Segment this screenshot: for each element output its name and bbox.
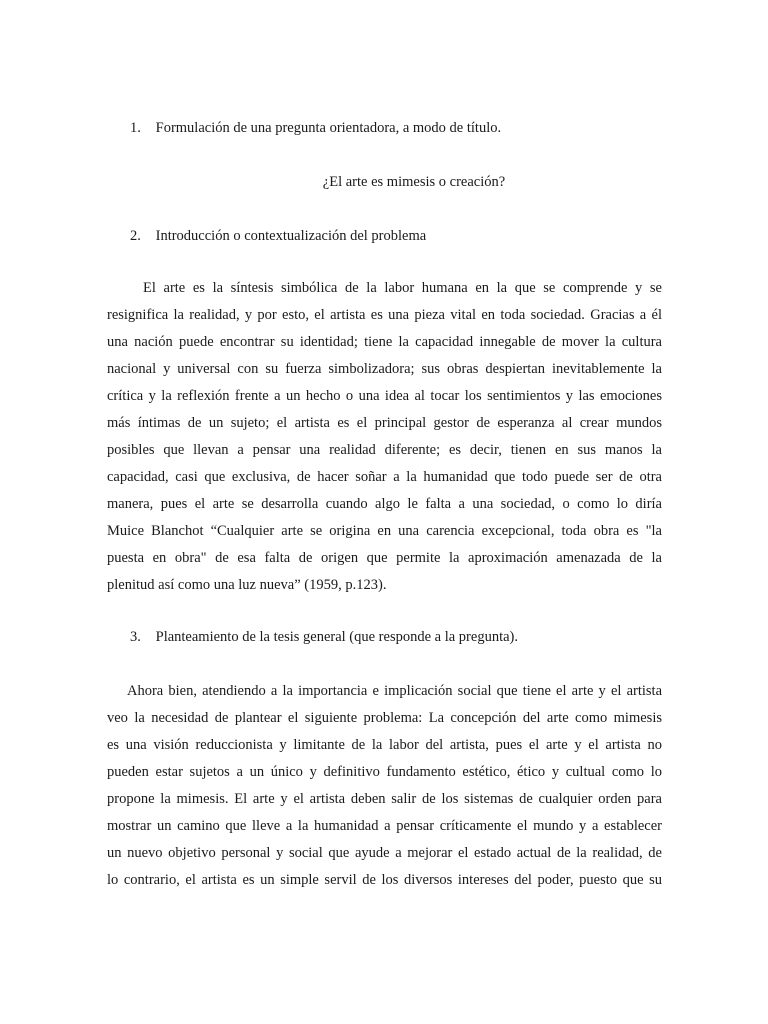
section-3-heading [130,627,518,647]
guiding-question-title: ¿El arte es mimesis o creación? [322,174,506,190]
paragraph-line: es una visión reduccionista y limitante de la labor del artista, pues el arte y el artista no [107,737,662,753]
paragraph-line: una nación puede encontrar su identidad; tiene la capacidad innegable de mover la cultura [107,334,662,350]
paragraph-line: manera, pues el arte se desarrolla cuando algo le falta a una sociedad, o como lo diría [107,496,662,512]
paragraph-line: nacional y universal con su fuerza simbolizadora; sus obras despiertan inevitablemente la [107,361,662,377]
section-2-number: 2. [130,228,141,244]
paragraph-line: pueden estar sujetos a un único y definitivo fundamento estético, ético y cultual como lo [107,764,662,780]
thesis-paragraph [107,678,662,894]
section-2-heading [130,226,426,246]
paragraph-line: propone la mimesis. El arte y el artista deben salir de los sistemas de cualquier orden para [107,791,662,807]
paragraph-line: capacidad, casi que exclusiva, de hacer soñar a la humanidad que todo puede ser de otra [107,469,662,485]
section-3-title: Planteamiento de la tesis general (que responde a la pregunta). [155,629,518,645]
paragraph-line: veo la necesidad de plantear el siguiente problema: La concepción del arte como mimesis [107,710,662,726]
paragraph-line: plenitud así como una luz nueva” (1959, p.123). [107,577,387,593]
paragraph-line: resignifica la realidad, y por esto, el artista es una pieza vital en toda sociedad. Gracias a él [107,307,662,323]
paragraph-line: puesta en obra" de esa falta de origen que permite la aproximación amenazada de la [107,550,662,566]
intro-paragraph [107,275,662,599]
paragraph-line: crítica y la reflexión frente a un hecho o una idea al tocar los sentimientos y las emociones [107,388,662,404]
paragraph-line: posibles que llevan a pensar una realidad diferente; es decir, tienen en sus manos la [107,442,662,458]
section-2-title: Introducción o contextualización del problema [155,228,427,244]
section-1-number: 1. [130,120,141,136]
paragraph-line: un nuevo objetivo personal y social que ayude a mejorar el estado actual de la realidad, de [107,845,662,861]
section-1-title: Formulación de una pregunta orientadora, a modo de título. [155,120,502,136]
paragraph-line: Muice Blanchot “Cualquier arte se origina en una carencia excepcional, toda obra es "la [107,523,662,539]
paragraph-line: mostrar un camino que lleve a la humanidad a pensar críticamente el mundo y a establecer [107,818,662,834]
paragraph-line: lo contrario, el artista es un simple servil de los diversos intereses del poder, puesto que su [107,872,662,888]
section-3-number: 3. [130,629,141,645]
paragraph-line: El arte es la síntesis simbólica de la labor humana en la que se comprende y se [143,280,662,296]
paragraph-line: más íntimas de un sujeto; el artista es el principal gestor de esperanza al crear mundos [107,415,662,431]
paragraph-line: Ahora bien, atendiendo a la importancia e implicación social que tiene el arte y el artista [127,683,662,699]
section-1-heading [130,118,501,138]
